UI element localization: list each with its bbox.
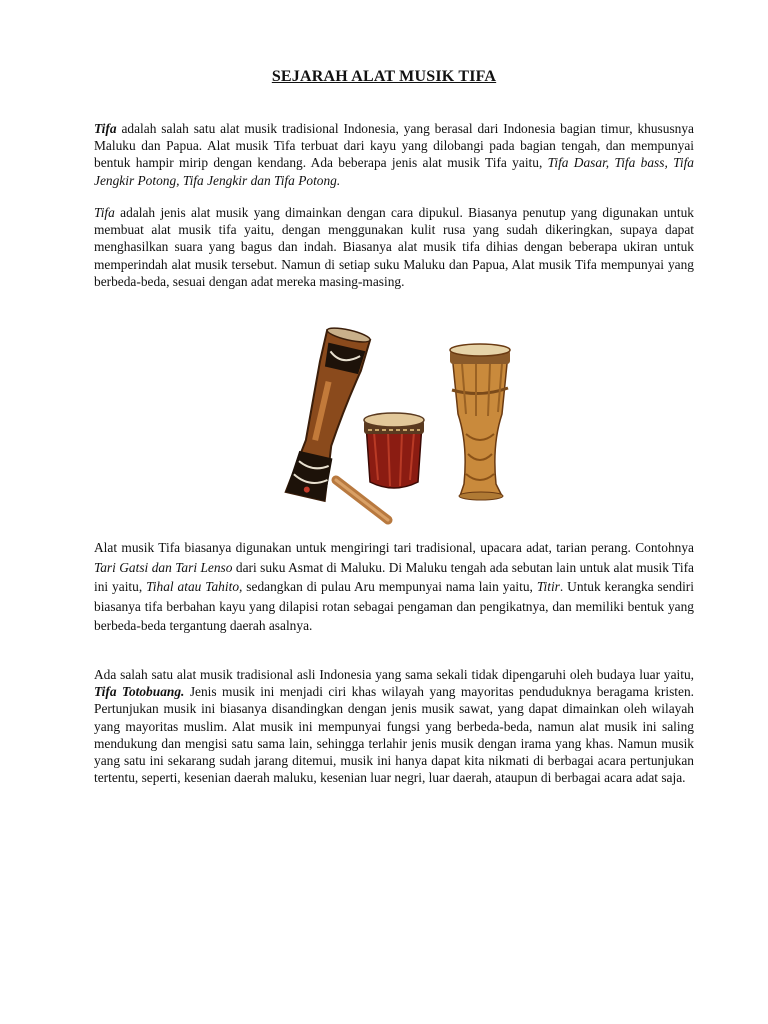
- tifa-term: Tifa: [94, 121, 117, 136]
- tall-wooden-tifa: [450, 344, 510, 500]
- paragraph-text: . Untuk kerangka sendiri biasanya tifa berbahan kayu yang dilapisi rotan sebagai pengaman dan pengikatnya, dan memiliki bentuk yang berbeda-beda tergantung daerah asalnya.: [94, 579, 694, 634]
- tifa-types: Tifa Dasar, Tifa bass, Tifa Jengkir Potong, Tifa Jengkir dan Tifa Potong.: [94, 155, 694, 188]
- local-names: Tihal atau Tahito,: [146, 579, 243, 595]
- paragraph-text: dari suku Asmat di Maluku. Di Maluku tengah ada sebutan lain untuk alat musik Tifa ini yaitu,: [94, 559, 694, 595]
- paragraph-text: Jenis musik ini menjadi ciri khas wilayah yang mayoritas penduduknya beragama kristen. Pertunjukan musik ini biasanya disandingkan dengan jenis musik sawat, yang dapat dimainkan oleh wilayah yang mayoritas muslim. Alat musik ini mempunyai fungsi yang berbeda-beda, namun alat musik ini saling mendukung dan mengisi satu sama lain, sehingga terlahir jenis musik dengan irama yang khas. Namun musik yang satu ini sekarang sudah jarang ditemui, musik ini hanya dapat kita nikmati di berbagai acara pertunjukan tertentu, seperti, kesenian daerah maluku, kesenian luar negri, luar daerah, ataupun di berbagai acara adat saja.: [94, 684, 694, 786]
- paragraph-2: [94, 204, 694, 290]
- paragraph-text: adalah salah satu alat musik tradisional Indonesia, yang berasal dari Indonesia bagian timur, khususnya Maluku dan Papua. Alat musik Tifa terbuat dari kayu yang dilobangi pada bagian tengah, dan mempunyai bentuk hampir mirip dengan kendang. Ada beberapa jenis alat musik Tifa yaitu,: [94, 121, 694, 171]
- paragraph-4: [94, 666, 694, 786]
- tall-carved-tifa: [286, 324, 371, 502]
- dance-names: Tari Gatsi dan Tari Lenso: [94, 559, 233, 575]
- tifa-term: Tifa: [94, 205, 115, 220]
- paragraph-3: [94, 538, 694, 636]
- small-red-tifa: [364, 413, 424, 488]
- aru-name: Titir: [536, 579, 560, 595]
- paragraph-text: Ada salah satu alat musik tradisional asli Indonesia yang sama sekali tidak dipengaruhi oleh budaya luar yaitu,: [94, 667, 694, 682]
- tifa-drums-illustration: [270, 324, 530, 529]
- paragraph-text: adalah jenis alat musik yang dimainkan dengan cara dipukul. Biasanya penutup yang digunakan untuk membuat alat musik tifa yaitu, dengan menggunakan kulit rusa yang sudah dikeringkan, supaya dapat menghasilkan suara yang bagus dan indah. Biasanya alat musik tifa dihias dengan beberapa ukiran untuk memperindah alat musik tersebut. Namun di setiap suku Maluku dan Papua, Alat musik Tifa mempunyai yang berbeda-beda, sesuai dengan adat mereka masing-masing.: [94, 205, 694, 289]
- paragraph-text: Alat musik Tifa biasanya digunakan untuk mengiringi tari tradisional, upacara adat, tarian perang. Contohnya: [94, 540, 694, 555]
- paragraph-text: sedangkan di pulau Aru mempunyai nama lain yaitu,: [242, 579, 537, 595]
- page-title: SEJARAH ALAT MUSIK TIFA: [271, 68, 497, 85]
- tifa-totobuang: Tifa Totobuang.: [94, 684, 185, 700]
- paragraph-1: [94, 120, 694, 189]
